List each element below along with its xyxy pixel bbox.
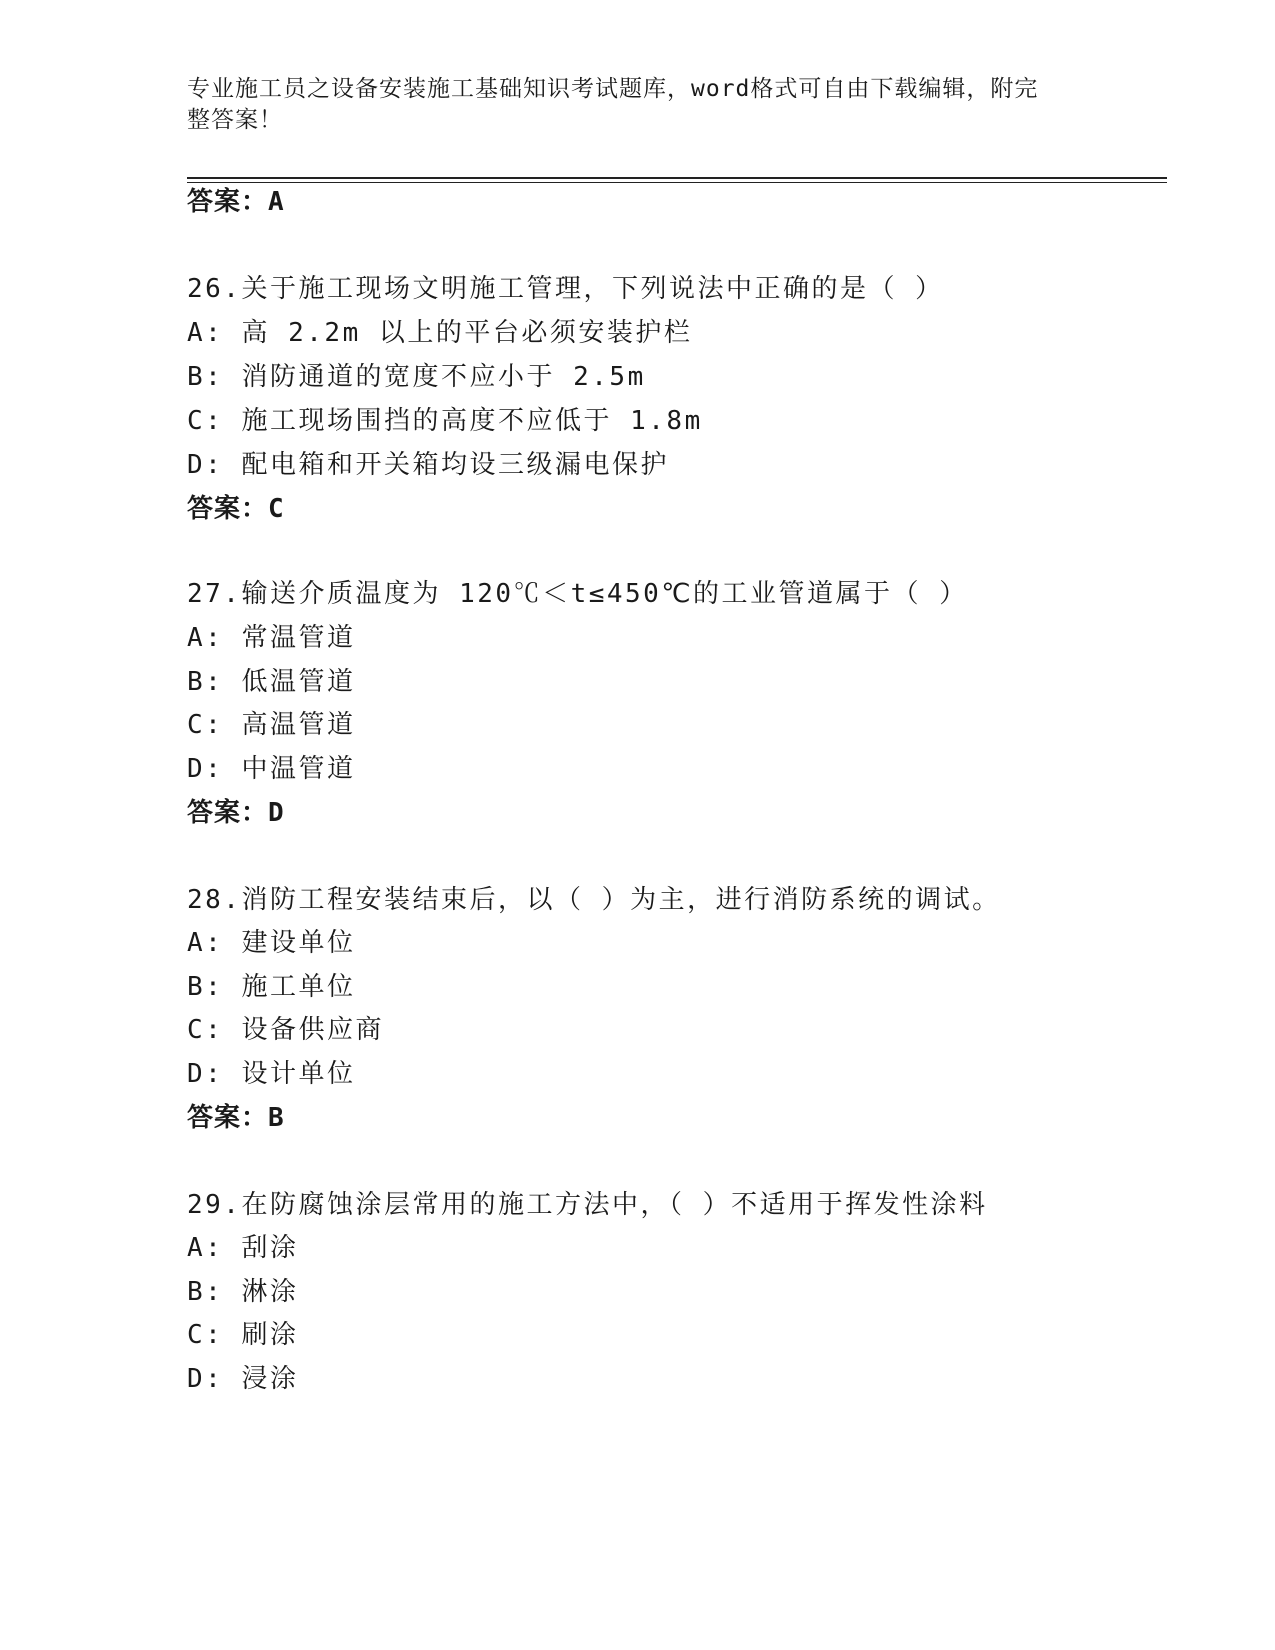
answer-line: 答案：A xyxy=(187,187,285,217)
option-26-d: D: 配电箱和开关箱均设三级漏电保护 xyxy=(187,450,669,480)
document-header xyxy=(187,74,1067,136)
header-line-2: 整答案！ xyxy=(187,107,283,133)
option-26-b: B: 消防通道的宽度不应小于 2.5m xyxy=(187,362,646,392)
answer-27: 答案：D xyxy=(187,798,285,828)
option-29-c: C: 刷涂 xyxy=(187,1320,299,1350)
option-26-a: A: 高 2.2m 以上的平台必须安装护栏 xyxy=(187,318,693,348)
header-rule-thin xyxy=(187,182,1167,183)
option-28-b: B: 施工单位 xyxy=(187,972,356,1002)
question-27: 27.输送介质温度为 120℃＜t≤450℃的工业管道属于（ ） xyxy=(187,579,968,609)
question-28: 28.消防工程安装结束后，以（ ）为主，进行消防系统的调试。 xyxy=(187,885,1001,915)
option-28-a: A: 建设单位 xyxy=(187,928,356,958)
header-line-1: 专业施工员之设备安装施工基础知识考试题库，word格式可自由下载编辑，附完 xyxy=(187,76,1039,102)
option-28-d: D: 设计单位 xyxy=(187,1059,356,1089)
option-27-d: D: 中温管道 xyxy=(187,754,356,784)
question-29: 29.在防腐蚀涂层常用的施工方法中，（ ）不适用于挥发性涂料 xyxy=(187,1190,988,1220)
question-26: 26.关于施工现场文明施工管理，下列说法中正确的是（ ） xyxy=(187,274,944,304)
header-rule-thick xyxy=(187,177,1167,179)
option-29-a: A: 刮涂 xyxy=(187,1233,299,1263)
option-27-a: A: 常温管道 xyxy=(187,623,356,653)
option-28-c: C: 设备供应商 xyxy=(187,1015,384,1045)
option-27-c: C: 高温管道 xyxy=(187,710,356,740)
option-29-d: D: 浸涂 xyxy=(187,1364,299,1394)
answer-26: 答案：C xyxy=(187,494,285,524)
option-27-b: B: 低温管道 xyxy=(187,667,356,697)
option-26-c: C: 施工现场围挡的高度不应低于 1.8m xyxy=(187,406,703,436)
option-29-b: B: 淋涂 xyxy=(187,1277,299,1307)
answer-28: 答案：B xyxy=(187,1103,285,1133)
